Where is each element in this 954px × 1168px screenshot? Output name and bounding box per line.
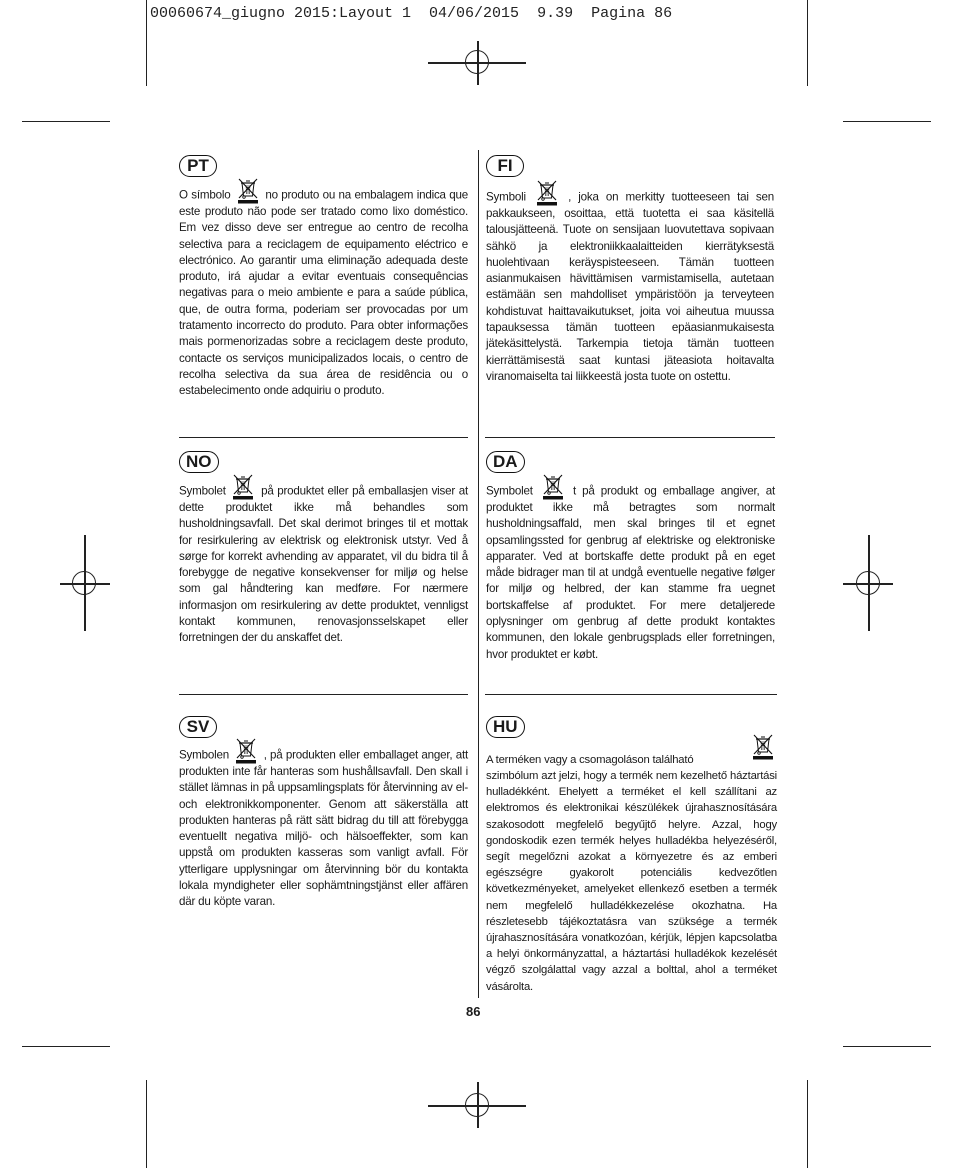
paragraph-fi (486, 180, 774, 385)
paragraph-sv (179, 738, 468, 911)
crop-mark (843, 121, 931, 122)
crossed-out-wheelie-bin-icon (231, 474, 255, 500)
crop-mark (807, 0, 808, 86)
section-fi (486, 155, 524, 177)
text-before-icon: O símbolo (179, 188, 231, 202)
language-badge-sv: SV (179, 716, 217, 738)
crossed-out-wheelie-bin-icon (535, 180, 559, 206)
language-badge-da: DA (486, 451, 525, 473)
crossed-out-wheelie-bin-icon (751, 734, 775, 760)
text-after-icon: no produto ou na embalagem indica que este produto não pode ser tratado como lixo doméstico. Em vez disso deve ser entregue ao centro de recolha selectiva para a reciclagem de equipamento eléctrico e electrónico. Ao garantir uma eliminação adequada deste produto, irá ajudar a evitar eventuais consequências negativas para o meio ambiente e para a saúde pública, que, de outra forma, poderiam ser provocadas por um tratamento incorrecto do produto. Para obter informações mais pormenorizadas sobre a reciclagem deste produto, contacte os serviços municipalizados locais, o centro de recolha selectiva da sua área de residência ou o estabelecimento onde adquiriu o produto. (179, 188, 468, 398)
crop-mark (146, 1080, 147, 1168)
column-divider (478, 150, 479, 998)
print-slug-header: 00060674_giugno 2015:Layout 1 04/06/2015 9.39 Pagina 86 (150, 5, 673, 22)
paragraph-hu (486, 734, 777, 995)
crop-mark (22, 1046, 110, 1047)
paragraph-no (179, 474, 468, 647)
section-da (486, 451, 525, 473)
crossed-out-wheelie-bin-icon (234, 738, 258, 764)
section-divider (179, 437, 468, 438)
language-badge-fi: FI (486, 155, 524, 177)
text-first-line: A terméken vagy a csomagoláson található (486, 754, 694, 766)
text-after-icon: , joka on merkitty tuotteeseen tai sen pakkaukseen, osoittaa, että tuotetta ei saa käsitellä talousjätteenä. Tuote on sensijaan luovutettava sopivaan sähkö ja elektroniikkaalaitteiden kierrätyksestä huolehtivaan keräyspisteeseen. Tämän tuotteen asianmukaisen hävittämisen varmistamisella, autetaan estämään sen mahdolliset ympäristöön ja terveyteen kohdistuvat haittavaikutukset, joita voi aiheutua muussa tapauksessa tämän tuotteen epäasianmukaisesta jätekäsittelystä. Tarkempia tietoja tämän tuotteen kierrättämisestä saat kuntasi jäteasiota hoitavalta viranomaiselta tai liikkeestä josta tuote on ostettu. (486, 190, 774, 383)
language-badge-hu: HU (486, 716, 525, 738)
crop-mark (843, 1046, 931, 1047)
section-no (179, 451, 219, 473)
crop-mark (146, 0, 147, 86)
text-after-icon: , på produkten eller emballaget anger, att produkten inte får hanteras som hushållsavfall. Den skall i stället lämnas in på uppsamlingsplats för återvinning av el- och elektronikkomponenter. Genom att säkerställa att produkten hanteras på rätt sätt bidrag du till att förebygga eventuellt negativa miljö- och hälsoeffekter, som kan uppstå om produkten kasseras som vanligt avfall. För ytterligare upplysningar om återvinning bör du kontakta lokala myndigheter eller sophämtningstjänst eller affären där du köpte varan. (179, 748, 469, 909)
crossed-out-wheelie-bin-icon (541, 474, 565, 500)
language-badge-pt: PT (179, 155, 217, 177)
section-divider (179, 694, 468, 695)
text-after-icon: t på produkt og emballage angiver, at produktet ikke må betragtes som normalt husholdningsaffald, men skal bringes til et egnet opsamlingssted for genbrug af elektriske og elektroniske apparater. Ved at bortskaffe dette produkt på en eget måde bidrager man til at undgå eventuelle negative følger for miljø og helbred, der kan stamme fra uegnet bortskaffelse af produktet. For mere detaljerede oplysninger om genbrug af dette produkt kontaktes kommunen, den lokale genbrugsplads eller forretningen, hvor produktet er købt. (486, 484, 775, 661)
text-rest: szimbólum azt jelzi, hogy a termék nem kezelhető háztartási hulladékként. Ehelyett a terméket el kell szállítani az elektromos és elektronikai készülékek újrahasznosítására szakosodott megfelelő begyűjtő helyre. Azzal, hogy gondoskodik ezen termék helyes hulladékba helyezéséről, segít megelőzni azokat a környezetre és az emberi egészségre gyakorolt potenciális kedvezőtlen következményeket, amelyeket ellenkező esetben a termék nem megfelelő hulladékkezelése okozhatna. Ha részletesebb tájékoztatásra van szüksége a termék újrahasznosítására vonatkozóan, kérjük, lépjen kapcsolatba a helyi önkormányzattal, a háztartási hulladékok kezelését végző szolgálattal vagy azzal a bolttal, ahol a terméket vásárolta. (486, 770, 777, 993)
paragraph-pt (179, 178, 468, 400)
text-before-icon: Symbolet (486, 484, 533, 498)
text-before-icon: Symbolen (179, 748, 229, 762)
crossed-out-wheelie-bin-icon (236, 178, 260, 204)
language-badge-no: NO (179, 451, 219, 473)
crop-mark (22, 121, 110, 122)
crop-mark (807, 1080, 808, 1168)
paragraph-da (486, 474, 775, 663)
section-pt (179, 155, 217, 177)
section-sv (179, 716, 217, 738)
text-before-icon: Symboli (486, 190, 526, 204)
page-number: 86 (466, 1004, 481, 1019)
text-before-icon: Symbolet (179, 484, 226, 498)
section-divider (485, 437, 775, 438)
section-divider (485, 694, 777, 695)
text-after-icon: på produktet eller på emballasjen viser at dette produktet ikke må behandles som husholdningsavfall. Det skal derimot bringes til et mottak for resirkulering av elektrisk og elektronisk utstyr. Ved å sørge for korrekt avhending av apparatet, vil du bidra til å forebygge de negative konsekvenser for miljø og helse som gal håndtering kan medføre. For nærmere informasjon om resirkulering av dette produktet, vennligst kontakt kommunen, renovasjonsselskapet eller forretningen der du anskaffet det. (179, 484, 469, 645)
